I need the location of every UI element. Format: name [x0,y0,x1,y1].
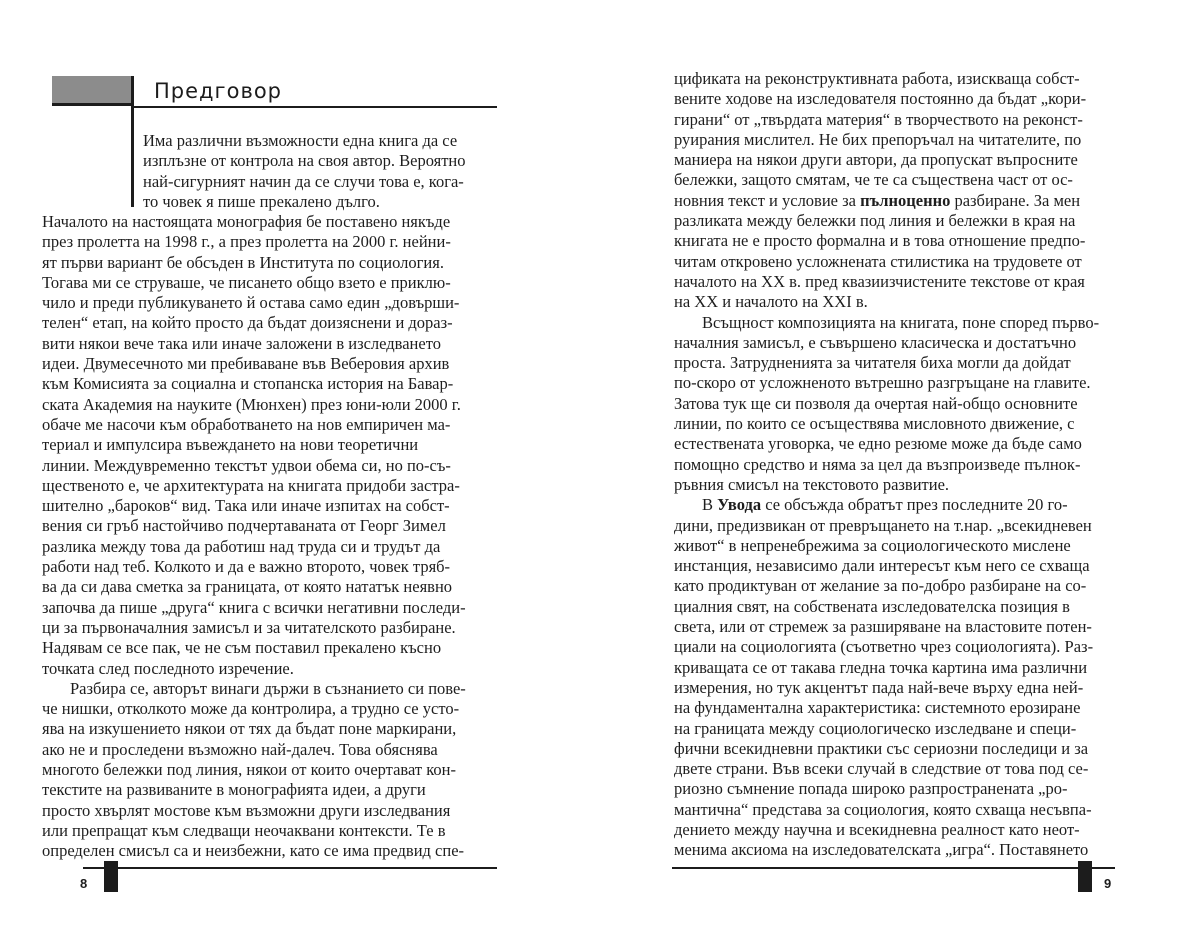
text-line: телен“ етап, на който просто да бъдат доизяснени и дораз- [42,313,453,333]
text-line: ява на изкушението някои от тях да бъдат поне маркирани, [42,719,457,739]
text-line: дението между научна и всекидневна реалност като неот- [674,819,1080,839]
text-line: измерения, но тук акцентът пада най-вече върху една ней- [674,677,1084,697]
text-line: читам откровено усложнената стилистика на трудовете от [674,251,1082,271]
text-line: на границата между социологическо изследване и специ- [674,718,1077,738]
text-line: живот“ в непренебрежима за социологическото мислене [674,535,1071,555]
text-line: циали на социологията (съответно чрез социологията). Раз- [674,637,1094,657]
text-line: че нишки, отколкото може да контролира, а трудно се усто- [42,699,460,719]
text-line: изплъзне от контрола на своя автор. Вероятно [143,151,466,171]
text-line: щественото е, че архитектурата на книгата придоби застра- [42,475,460,495]
text-line: ят първи вариант бе обсъден в Института по социология. [42,252,444,272]
text-line: разликата между бележки под линия и бележки в края на [674,211,1076,231]
text-line: дини, предизвикан от превръщането на т.нар. „всекидневен [674,515,1092,535]
text-line: маниера на някои други автори, да пропускат въпросните [674,150,1078,170]
text-line: ската Академия на науките (Мюнхен) през юни-юли 2000 г. [42,394,461,414]
left-footer-ornament-block [104,861,118,892]
text-line: света, или от стремеж за разширяване на властовите потен- [674,617,1092,637]
text-line: то човек я пише прекалено дълго. [143,191,380,211]
text-line: линии, по които се осъществява мисловното движение, с [674,414,1075,434]
text-line: вити някои вече така или иначе заложени в изследването [42,333,441,353]
text-line: Затова тук ще си позволя да очертая най-общо основните [674,393,1078,413]
text-line: бележки, защото смятам, че те са съществена част от ос- [674,170,1073,190]
text-line: естествената уговорка, че едно резюме може да бъде само [674,434,1082,454]
text-line: вените ходове на изследователя постоянно да бъдат „кори- [674,89,1087,109]
text-line: новния текст и условие за пълноценно разбиране. За мен [674,190,1081,210]
right-footer-rule [672,867,1115,869]
text-line: чило и преди публикуването й остава само един „довърши- [42,293,460,313]
text-line: Надявам се все пак, че не съм поставил прекалено късно [42,638,442,658]
text-line: В Увода се обсъжда обратът през последните 20 го- [702,495,1068,515]
text-line: Има различни възможности една книга да се [143,131,458,150]
left-page-body-text [42,212,497,862]
right-footer-ornament-block [1078,861,1092,892]
text-line: на ХХ и началото на ХХI в. [674,292,868,312]
text-line: по-скоро от усложненото вътрешно разгръщане на главите. [674,373,1091,393]
text-line: многото бележки под линия, някои от които очертават кон- [42,760,456,780]
left-page-number: 8 [80,876,88,891]
text-line: или препращат към следващи неочаквани контексти. Те в [42,820,446,840]
text-line: най-сигурният начин да се случи това е, кога- [143,171,464,191]
text-line: Разбира се, авторът винаги държи в съзнанието си пове- [70,678,466,698]
text-line: менима аксиома на изследователската „игра“. Поставянето [674,840,1089,860]
text-line: шително „бароков“ вид. Така или иначе изпитах на собст- [42,496,450,516]
text-line: книгата не е просто формална и в това отношение предпо- [674,231,1086,251]
text-line: циалния свят, на собствената изследователска позиция в [674,596,1070,616]
text-line: двете страни. Във всеки случай в следствие от това под се- [674,759,1089,779]
text-line: гирани“ от „твърдата материя“ в творчеството на реконст- [674,109,1083,129]
text-line: риозно съмнение попада широко разпространената „ро- [674,779,1068,799]
text-line: започва да пише „друга“ книга с всички негативни последи- [42,597,466,617]
text-line: определен смисъл са и неизбежни, като се има предвид спе- [42,841,465,861]
chapter-title: Предговор [154,79,282,103]
text-line: ци за първоначалния замисъл и за читателското разбиране. [42,617,456,637]
text-line: мантична“ представа за социология, която схваща несъвпа- [674,799,1092,819]
chapter-ornament-vertical-rule [131,76,134,207]
text-line: на фундаментална характеристика: системното ерозиране [674,698,1081,718]
text-line: Тогава ми се струваше, че писането общо взето е приклю- [42,272,451,292]
text-line: криващата се от такава гледна точка картина има различни [674,657,1088,677]
text-line: Всъщност композицията на книгата, поне според първо- [702,312,1100,332]
text-line: като продиктуван от желание за по-добро разбиране на со- [674,576,1087,596]
text-line: началния замисъл, е съвършено класическа и достатъчно [674,332,1077,352]
text-line: линии. Междувременно текстът удвои обема си, но по-съ- [42,455,451,475]
text-line: ако не и проследени възможно най-далеч. Това обяснява [42,739,438,759]
text-line: през пролетта на 1998 г., а през пролетта на 2000 г. нейни- [42,232,451,252]
right-page-number: 9 [1104,876,1112,891]
text-line: териал и импулсира въвеждането на нови теоретични [42,435,419,455]
text-line: Началото на настоящата монография бе поставено някъде [42,212,451,231]
text-line: началото на ХХ в. пред квазиизчистените текстове от края [674,271,1085,291]
text-line: ръвния смисъл на текстовото развитие. [674,474,950,494]
text-line: текстите на развиваните в монографията идеи, а други [42,780,426,800]
text-line: обаче ме насочи към обработването на нов емпиричен ма- [42,414,451,434]
text-line: просто хвърлят мостове към възможни други изследвания [42,800,451,820]
text-line: проста. Затрудненията за читателя биха могли да дойдат [674,353,1071,373]
text-line: към Комисията за социална и стопанска история на Бавар- [42,374,454,394]
chapter-ornament-box [52,76,131,103]
right-page-body-text [674,69,1129,861]
text-line: точката след последното изречение. [42,658,294,678]
text-line: идеи. Двумесечното ми пребиваване във Веберовия архив [42,354,450,374]
text-line: работи над теб. Колкото и да е важно второто, човек тряб- [42,557,451,577]
text-line: вения си гръб настойчиво подчертаваната от Георг Зимел [42,516,446,536]
text-line: инстанция, независимо дали интересът към него се схваща [674,556,1090,576]
text-line: разлика между това да работиш над труда си и трудът да [42,536,441,556]
text-line: ва да си дава сметка за границата, от която нататък неявно [42,577,453,597]
text-line: фични всекидневни практики със сериозни последици и за [674,738,1089,758]
text-line: помощно средство и няма за цел да възпроизведе пълнок- [674,454,1081,474]
left-footer-rule [83,867,497,869]
chapter-title-underline [131,106,497,108]
chapter-ornament-rule [52,103,133,106]
text-line: руирания мислител. Не бих препоръчал на читателите, по [674,129,1082,149]
text-line: цификата на реконструктивната работа, изискваща собст- [674,69,1080,88]
epigraph [143,131,497,212]
